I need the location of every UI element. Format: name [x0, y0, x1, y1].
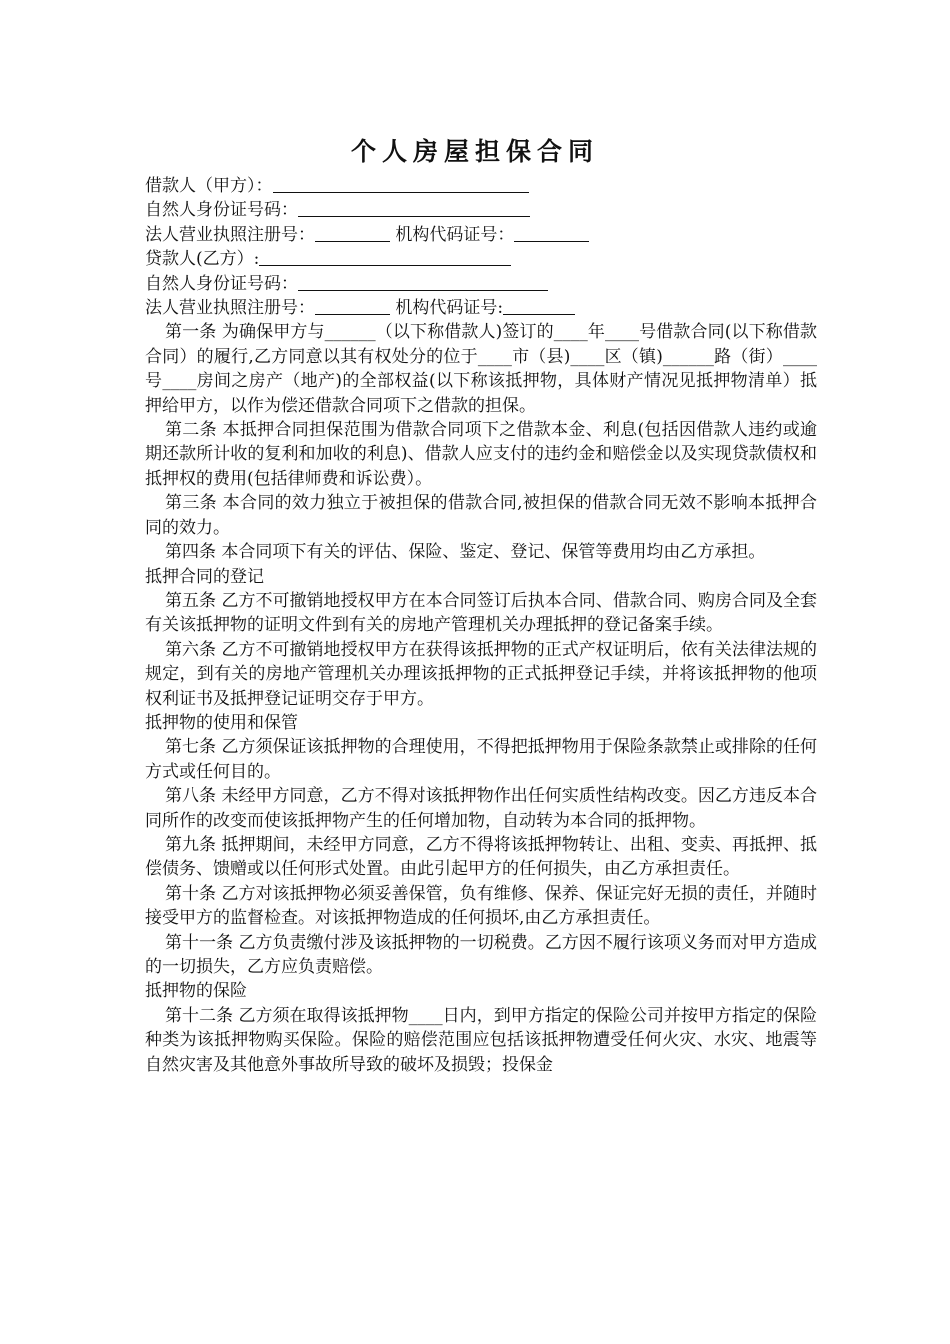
borrower-license-blank[interactable] [315, 223, 390, 242]
lender-blank[interactable] [259, 247, 511, 266]
article-4: 第四条 本合同项下有关的评估、保险、鉴定、登记、保管等费用均由乙方承担。 [165, 542, 766, 563]
lender-license-label: 法人营业执照注册号： [145, 298, 315, 319]
borrower-blank[interactable] [273, 174, 529, 193]
borrower-license-line [145, 223, 817, 247]
article-3: 第三条 本合同的效力独立于被担保的借款合同,被担保的借款合同无效不影响本抵押合同的效力。 [145, 493, 817, 538]
article-11: 第十一条 乙方负责缴付涉及该抵押物的一切税费。乙方因不履行该项义务而对甲方造成的一切损失，乙方应负责赔偿。 [145, 932, 817, 977]
borrower-license-label: 法人营业执照注册号： [145, 224, 315, 245]
article-6: 第六条 乙方不可撤销地授权甲方在获得该抵押物的正式产权证明后，依有关法律法规的规定，到有关的房地产管理机关办理该抵押物的正式抵押登记手续，并将该抵押物的他项权利证书及抵押登记证明交存于甲方。 [145, 639, 817, 709]
article-5: 第五条 乙方不可撤销地授权甲方在本合同签订后执本合同、借款合同、购房合同及全套有关该抵押物的证明文件到有关的房地产管理机关办理抵押的登记备案手续。 [145, 590, 817, 636]
contract-title: 个人房屋担保合同 [350, 137, 599, 166]
section-heading-use: 抵押物的使用和保管 [145, 712, 298, 733]
lender-license-blank[interactable] [315, 296, 390, 315]
contract-body [145, 174, 817, 1077]
lender-line [145, 247, 817, 271]
lender-org-code-label: 机构代码证号: [395, 298, 504, 319]
lender-id-label: 自然人身份证号码： [145, 273, 298, 294]
borrower-id-line [145, 198, 817, 222]
article-2: 第二条 本抵押合同担保范围为借款合同项下之借款本金、利息(包括因借款人违约或逾期还款所计收的复利和加收的利息)、借款人应支付的违约金和赔偿金以及实现贷款债权和抵押权的费用(包括律师费和诉讼费）。 [145, 420, 817, 489]
lender-id-line [145, 272, 817, 296]
article-1: 第一条 为确保甲方与______（以下称借款人)签订的____年____号借款合同(以下称借款合同）的履行,乙方同意以其有权处分的位于____市（县)____区（镇)______路（街）____号____房间之房产（地产)的全部权益(以下称该抵押物，具体财产情况见抵押物清单）抵押给甲方，以作为偿还借款合同项下之借款的担保。 [145, 322, 817, 416]
section-heading-insurance: 抵押物的保险 [145, 981, 247, 1002]
lender-id-blank[interactable] [298, 272, 548, 291]
article-8: 第八条 未经甲方同意，乙方不得对该抵押物作出任何实质性结构改变。因乙方违反本合同所作的改变而使该抵押物产生的任何增加物，自动转为本合同的抵押物。 [145, 786, 817, 831]
lender-org-code-blank[interactable] [503, 296, 575, 315]
borrower-label: 借款人（甲方）： [145, 176, 273, 196]
article-7: 第七条 乙方须保证该抵押物的合理使用，不得把抵押物用于保险条款禁止或排除的任何方式或任何目的。 [145, 737, 817, 782]
borrower-id-blank[interactable] [298, 198, 530, 217]
article-12: 第十二条 乙方须在取得该抵押物____日内，到甲方指定的保险公司并按甲方指定的保险种类为该抵押物购买保险。保险的赔偿范围应包括该抵押物遭受任何火灾、水灾、地震等自然灾害及其他意外事故所导致的破坏及损毁；投保金 [145, 1005, 817, 1075]
borrower-org-code-label: 机构代码证号： [395, 224, 515, 245]
article-9: 第九条 抵押期间，未经甲方同意，乙方不得将该抵押物转让、出租、变卖、再抵押、抵偿债务、馈赠或以任何形式处置。由此引起甲方的任何损失，由乙方承担责任。 [145, 834, 817, 880]
article-10: 第十条 乙方对该抵押物必须妥善保管，负有维修、保养、保证完好无损的责任，并随时接受甲方的监督检查。对该抵押物造成的任何损坏,由乙方承担责任。 [145, 883, 817, 929]
lender-license-line [145, 296, 817, 320]
borrower-org-code-blank[interactable] [514, 223, 589, 242]
borrower-id-label: 自然人身份证号码： [145, 200, 298, 221]
section-heading-registration: 抵押合同的登记 [145, 566, 264, 587]
borrower-line [145, 174, 817, 198]
lender-label: 贷款人(乙方）: [145, 249, 260, 270]
